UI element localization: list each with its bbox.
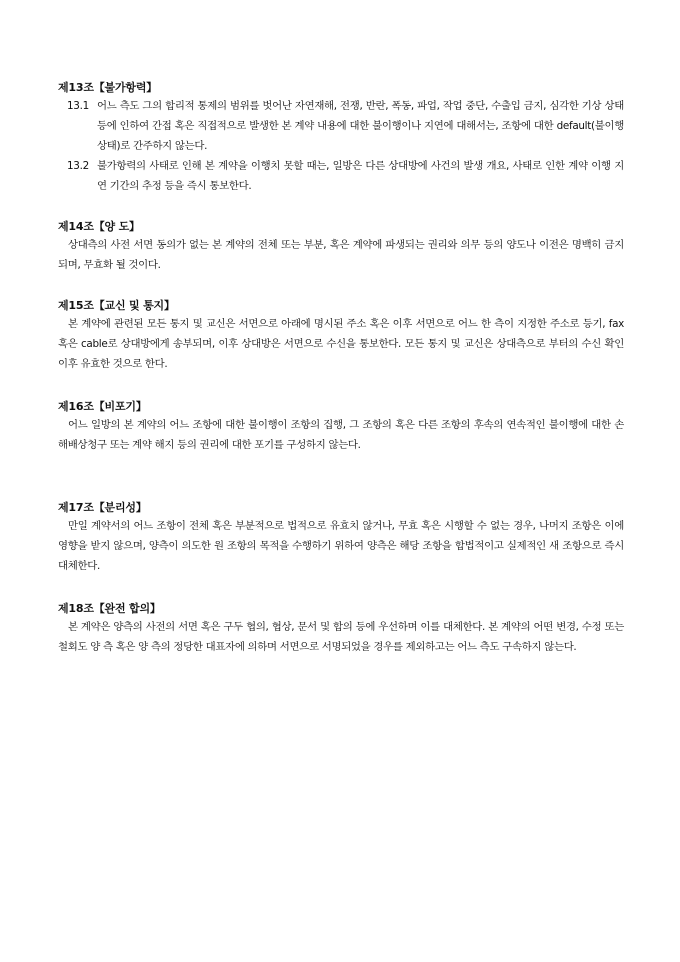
clause-number: 13.2	[67, 160, 89, 172]
clause-text: 어느 측도 그의 합리적 통제의 범위를 벗어난 자연재해, 전쟁, 반란, 폭동, 파업, 작업 중단, 수출입 금지, 심각한 기상 상태 등에 인하여 간접 혹은 직접적으로 발생한 본 계약 내용에 대한 불이행이나 지연에 대해서는, 조항에 대한 default(불이행 상태)로 간주하지 않는다.	[97, 100, 624, 152]
article-17-severability	[58, 500, 624, 576]
article-18-entire-agreement	[58, 601, 624, 657]
article-16-non-waiver	[58, 399, 624, 455]
clause-text: 불가항력의 사태로 인해 본 계약을 이행치 못할 때는, 일방은 다른 상대방에 사건의 발생 개요, 사태로 인한 계약 이행 지연 기간의 추정 등을 즉시 통보한다.	[97, 160, 624, 192]
article-13-heading: 제13조【불가항력】	[58, 81, 158, 94]
article-17-text: 만일 계약서의 어느 조항이 전체 혹은 부분적으로 법적으로 유효치 않거나, 무효 혹은 시행할 수 없는 경우, 나머지 조항은 이에 영향을 받지 않으며, 양측이 의도한 원 조항의 목적을 수행하기 위하여 양측은 해당 조항을 합법적이고 실제적인 새 조항으로 즉시 대체한다.	[58, 520, 624, 572]
article-17-heading: 제17조【분리성】	[58, 501, 147, 514]
clause-13-2	[67, 156, 624, 196]
article-15-notices	[58, 298, 624, 374]
article-14-text: 상대측의 사전 서면 동의가 없는 본 계약의 전체 또는 부분, 혹은 계약에 파생되는 권리와 의무 등의 양도나 이전은 명백히 금지되며, 무효화 될 것이다.	[58, 239, 624, 271]
article-15-heading: 제15조【교신 및 통지】	[58, 299, 175, 312]
article-16-heading: 제16조【비포기】	[58, 400, 147, 413]
article-13-force-majeure	[58, 80, 624, 196]
article-18-text: 본 계약은 양측의 사전의 서면 혹은 구두 협의, 협상, 문서 및 합의 등에 우선하며 이를 대체한다. 본 계약의 어떤 변경, 수정 또는 철회도 양 측 혹은 양 측의 정당한 대표자에 의하며 서면으로 서명되었을 경우를 제외하고는 어느 측도 구속하지 않는다.	[58, 621, 624, 653]
article-18-heading: 제18조【완전 합의】	[58, 602, 161, 615]
article-16-text: 어느 일방의 본 계약의 어느 조항에 대한 불이행이 조항의 집행, 그 조항의 혹은 다른 조항의 후속의 연속적인 불이행에 대한 손해배상청구 또는 계약 해지 등의 권리에 대한 포기를 구성하지 않는다.	[58, 419, 624, 451]
clause-13-1	[67, 96, 624, 156]
article-14-heading: 제14조【양 도】	[58, 220, 140, 233]
article-15-text: 본 계약에 관련된 모든 통지 및 교신은 서면으로 아래에 명시된 주소 혹은 이후 서면으로 어느 한 측이 지정한 주소로 등기, fax 혹은 cable로 상대방에게 송부되며, 이후 상대방은 서면으로 수신을 통보한다. 모든 통지 및 교신은 상대측으로 부터의 수신 확인 이후 유효한 것으로 한다.	[58, 318, 624, 370]
clause-number: 13.1	[67, 100, 89, 112]
article-14-assignment	[58, 219, 624, 275]
